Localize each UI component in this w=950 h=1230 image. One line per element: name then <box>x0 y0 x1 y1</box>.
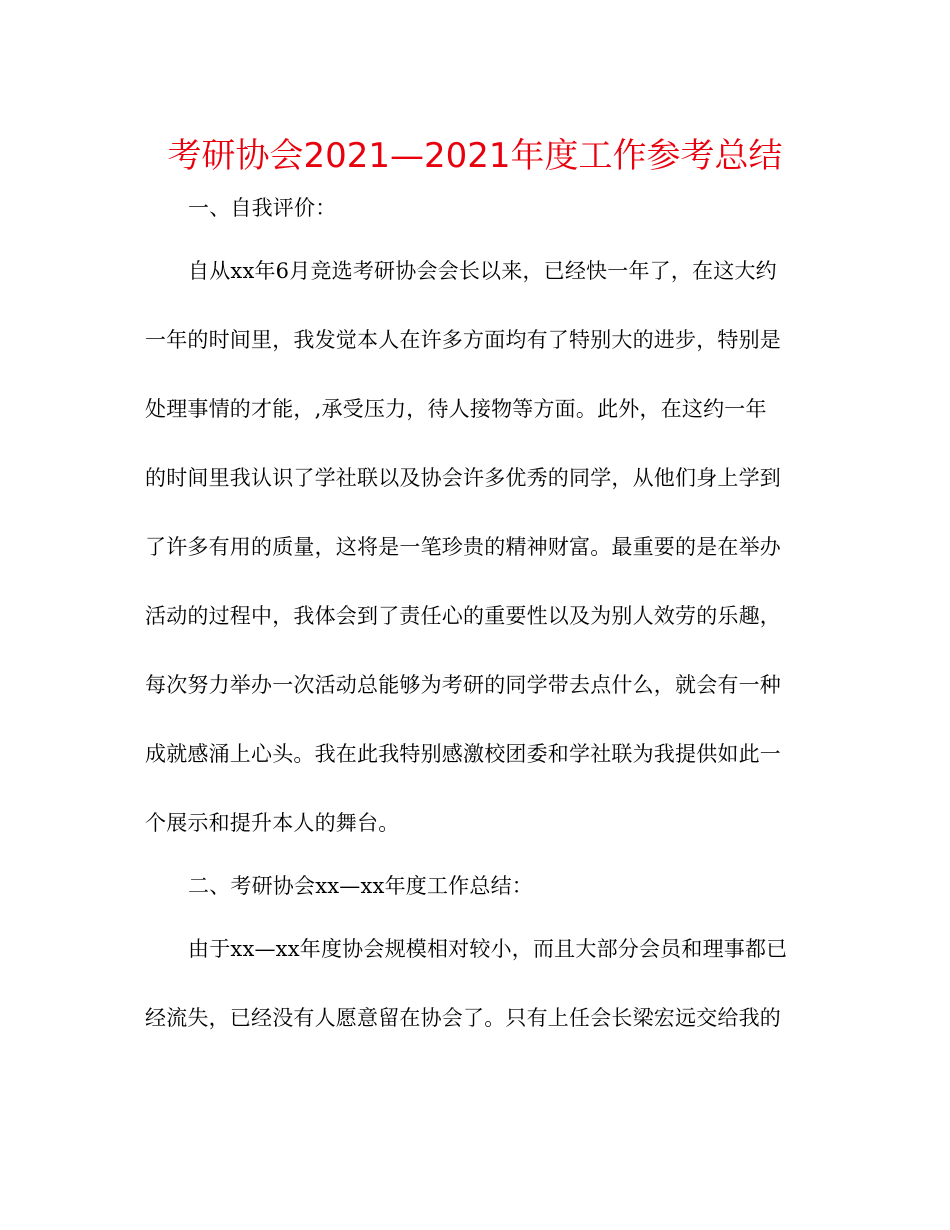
paragraph-line: 活动的过程中，我体会到了责任心的重要性以及为别人效劳的乐趣， <box>145 604 781 628</box>
paragraph-line: 一年的时间里，我发觉本人在许多方面均有了特别大的进步，特别是 <box>145 328 781 352</box>
paragraph-line: 自从xx年6月竞选考研协会会长以来，已经快一年了，在这大约 <box>188 259 777 283</box>
paragraph-line: 成就感涌上心头。我在此我特别感激校团委和学社联为我提供如此一 <box>145 742 781 766</box>
paragraph-line: 的时间里我认识了学社联以及协会许多优秀的同学，从他们身上学到 <box>145 466 781 490</box>
paragraph-line: 个展示和提升本人的舞台。 <box>145 811 400 835</box>
paragraph-line: 每次努力举办一次活动总能够为考研的同学带去点什么，就会有一种 <box>145 673 781 697</box>
paragraph-line: 经流失，已经没有人愿意留在协会了。只有上任会长梁宏远交给我的 <box>145 1006 781 1030</box>
document-title: 考研协会2021—2021年度工作参考总结 <box>167 136 783 176</box>
paragraph-line: 处理事情的才能，,承受压力，待人接物等方面。此外，在这约一年 <box>145 397 767 421</box>
paragraph-line: 由于xx—xx年度协会规模相对较小，而且大部分会员和理事都已 <box>188 937 788 961</box>
section-heading-self-evaluation: 一、自我评价： <box>188 196 337 220</box>
section-heading-work-summary: 二、考研协会xx—xx年度工作总结： <box>188 874 533 898</box>
paragraph-line: 了许多有用的质量，这将是一笔珍贵的精神财富。最重要的是在举办 <box>145 535 781 559</box>
